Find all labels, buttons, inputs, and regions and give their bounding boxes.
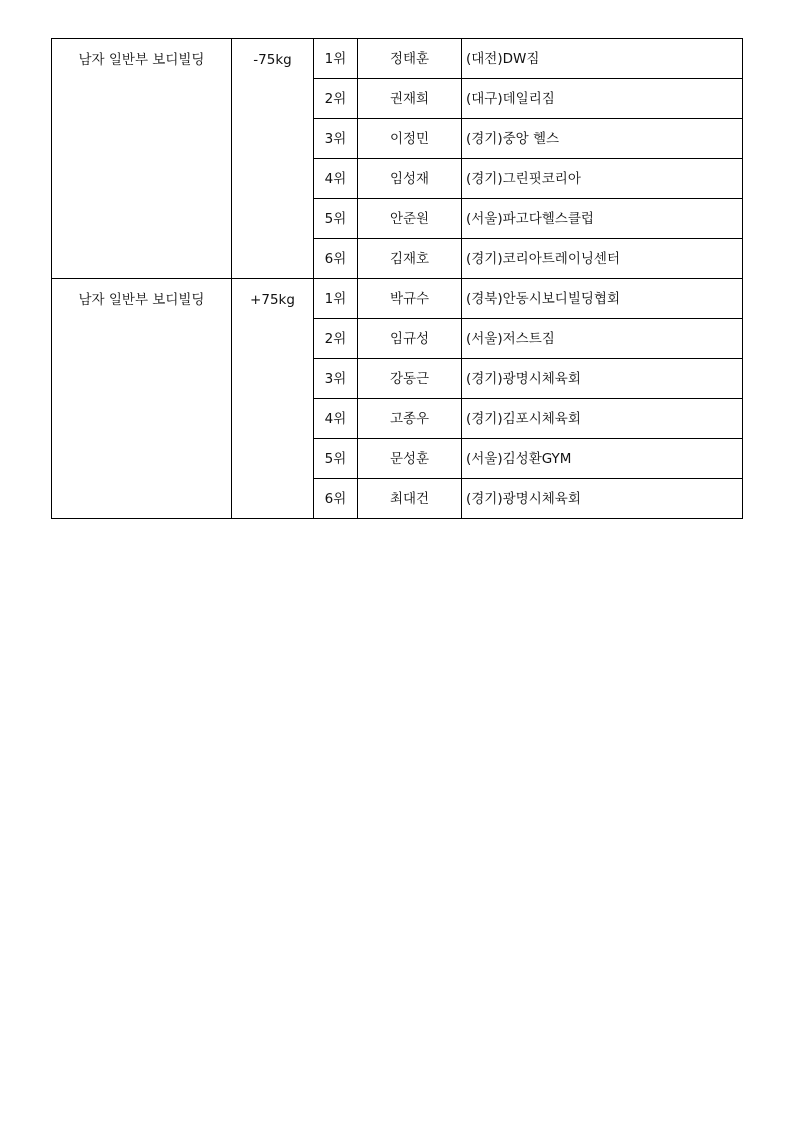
team-cell: (대구)데일리짐 xyxy=(462,79,743,119)
athlete-name-cell: 최대건 xyxy=(358,479,462,519)
weight-class-cell: -75kg xyxy=(232,39,314,279)
athlete-name-cell: 고종우 xyxy=(358,399,462,439)
team-cell: (경기)코리아트레이닝센터 xyxy=(462,239,743,279)
athlete-name-cell: 임규성 xyxy=(358,319,462,359)
team-cell: (서울)파고다헬스클럽 xyxy=(462,199,743,239)
rank-cell: 2위 xyxy=(314,319,358,359)
athlete-name-cell: 임성재 xyxy=(358,159,462,199)
rank-cell: 6위 xyxy=(314,239,358,279)
weight-class-cell: +75kg xyxy=(232,279,314,519)
athlete-name-cell: 박규수 xyxy=(358,279,462,319)
rank-cell: 4위 xyxy=(314,159,358,199)
rank-cell: 5위 xyxy=(314,439,358,479)
team-cell: (서울)저스트짐 xyxy=(462,319,743,359)
team-cell: (서울)김성환GYM xyxy=(462,439,743,479)
team-cell: (경북)안동시보디빌딩협회 xyxy=(462,279,743,319)
table-row xyxy=(52,39,743,79)
rank-cell: 2위 xyxy=(314,79,358,119)
rank-cell: 1위 xyxy=(314,39,358,79)
rank-cell: 4위 xyxy=(314,399,358,439)
athlete-name-cell: 이정민 xyxy=(358,119,462,159)
rank-cell: 6위 xyxy=(314,479,358,519)
division-cell: 남자 일반부 보디빌딩 xyxy=(52,39,232,279)
athlete-name-cell: 김재호 xyxy=(358,239,462,279)
division-cell: 남자 일반부 보디빌딩 xyxy=(52,279,232,519)
athlete-name-cell: 강동근 xyxy=(358,359,462,399)
athlete-name-cell: 문성훈 xyxy=(358,439,462,479)
team-cell: (경기)광명시체육회 xyxy=(462,479,743,519)
rank-cell: 3위 xyxy=(314,119,358,159)
team-cell: (경기)김포시체육회 xyxy=(462,399,743,439)
team-cell: (대전)DW짐 xyxy=(462,39,743,79)
results-table xyxy=(51,38,743,519)
athlete-name-cell: 권재희 xyxy=(358,79,462,119)
rank-cell: 3위 xyxy=(314,359,358,399)
team-cell: (경기)광명시체육회 xyxy=(462,359,743,399)
athlete-name-cell: 정태훈 xyxy=(358,39,462,79)
team-cell: (경기)중앙 헬스 xyxy=(462,119,743,159)
team-cell: (경기)그린핏코리아 xyxy=(462,159,743,199)
athlete-name-cell: 안준원 xyxy=(358,199,462,239)
rank-cell: 5위 xyxy=(314,199,358,239)
rank-cell: 1위 xyxy=(314,279,358,319)
table-row xyxy=(52,279,743,319)
